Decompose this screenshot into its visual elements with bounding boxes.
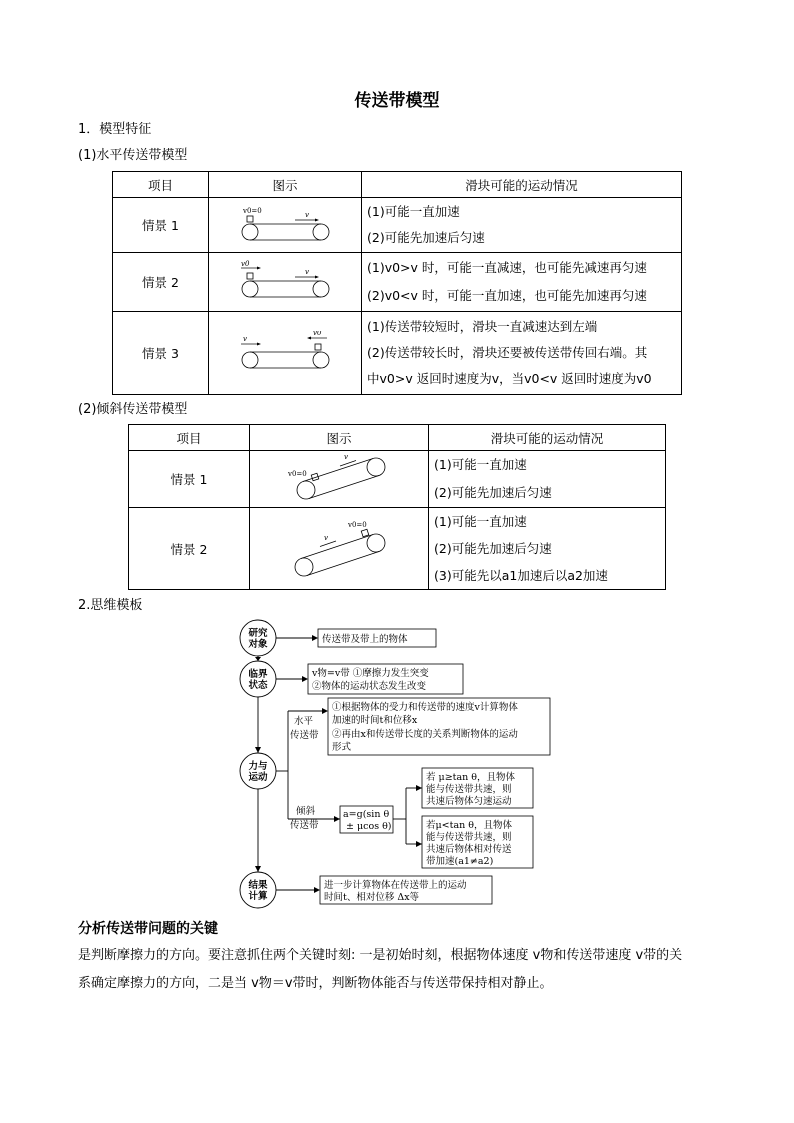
motion-line: (1)可能一直加速	[367, 204, 460, 219]
node-label: 研究	[248, 628, 268, 639]
node-label: 对象	[248, 639, 268, 650]
block	[315, 344, 321, 350]
row-label: 情景 2	[113, 253, 209, 312]
block	[247, 216, 253, 222]
motion-cell	[429, 508, 666, 590]
header-item: 项目	[129, 425, 250, 451]
key-paragraph-line-2: 系确定摩擦力的方向，二是当 v物＝v带时，判断物体能否与传送带保持相对静止。	[78, 976, 553, 991]
figure-cell	[209, 198, 362, 253]
node-label: 计算	[248, 891, 268, 902]
node-label: 运动	[248, 772, 268, 783]
motion-cell	[362, 312, 682, 395]
box-text: a=g(sin θ	[343, 809, 390, 820]
box-text: ②再由x和传送带长度的关系判断物体的运动	[332, 729, 518, 740]
belt-figure-h1	[235, 203, 335, 245]
table-row	[113, 312, 682, 395]
node-label: 临界	[248, 669, 268, 680]
pulley	[313, 224, 329, 240]
motion-line: (1)v0>v 时，可能一直减速，也可能先减速再匀速	[367, 260, 647, 275]
node-label: 力与	[248, 761, 268, 772]
motion-line: (2)传送带较长时，滑块还要被传送带传回右端。其	[367, 345, 648, 360]
box-text: 形式	[332, 742, 352, 753]
subheading-inclined: (2)倾斜传送带模型	[78, 402, 188, 417]
label-v: v	[305, 267, 309, 276]
thinking-template-flowchart	[230, 616, 560, 912]
row-label: 情景 1	[113, 198, 209, 253]
header-figure: 图示	[209, 172, 362, 198]
box-text: 共速后物体相对传送	[426, 844, 512, 855]
key-heading: 分析传送带问题的关键	[78, 921, 218, 937]
motion-line: 中v0>v 返回时速度为v，当v0<v 返回时速度为v0	[367, 371, 652, 386]
figure-cell	[209, 312, 362, 395]
box-text: 能与传送带共速，则	[426, 832, 512, 843]
motion-line: (2)可能先加速后匀速	[434, 485, 552, 500]
page-title: 传送带模型	[354, 91, 440, 111]
node-label: 状态	[248, 680, 268, 691]
key-paragraph-line-1: 是判断摩擦力的方向。要注意抓住两个关键时刻: 一是初始时刻，根据物体速度 v物和传送带速度 v带的关	[78, 948, 683, 963]
section-heading-1: 1．模型特征	[78, 122, 152, 137]
label-v0: v0	[313, 330, 322, 337]
header-item: 项目	[113, 172, 209, 198]
label-v0-zero: v0=0	[243, 206, 262, 215]
motion-line: (2)可能先加速后匀速	[434, 541, 552, 556]
row-label: 情景 1	[129, 451, 250, 508]
box-text: 传送带及带上的物体	[322, 634, 408, 645]
branch-label: 传送带	[290, 730, 319, 741]
header-motion: 滑块可能的运动情况	[362, 172, 682, 198]
box-text: ①根据物体的受力和传送带的速度v计算物体	[332, 702, 518, 713]
figure-cell	[250, 451, 429, 508]
section-heading-2: 2.思维模板	[78, 598, 143, 613]
node-label: 结果	[248, 880, 268, 891]
motion-line: (1)可能一直加速	[434, 457, 527, 472]
table-row	[129, 451, 666, 508]
horizontal-belt-table	[112, 171, 682, 395]
motion-line: (3)可能先以a1加速后以a2加速	[434, 568, 608, 583]
row-label: 情景 2	[129, 508, 250, 590]
box-text: 加速的时间t和位移x	[332, 715, 418, 726]
motion-cell	[362, 253, 682, 312]
incline-figure-2	[284, 515, 394, 579]
motion-line: (2)v0<v 时，可能一直加速，也可能先加速再匀速	[367, 288, 647, 303]
figure-cell	[250, 508, 429, 590]
box-text: ②物体的运动状态发生改变	[312, 681, 427, 692]
label-v: v	[324, 534, 328, 542]
box-text: v物=v带 ①摩擦力发生突变	[312, 668, 429, 679]
incline-figure-1	[284, 454, 394, 502]
box-text: 带加速(a1≠a2)	[426, 856, 494, 867]
row-label: 情景 3	[113, 312, 209, 395]
belt-figure-h3	[235, 331, 335, 373]
label-v: v	[344, 453, 348, 461]
box-text: 若 μ≥tan θ，且物体	[426, 772, 515, 783]
belt-figure-h2	[235, 260, 335, 302]
branch-label: 传送带	[290, 820, 319, 831]
header-figure: 图示	[250, 425, 429, 451]
label-v0-zero: v0=0	[288, 469, 307, 478]
label-v0-zero: v0=0	[348, 521, 367, 529]
header-motion: 滑块可能的运动情况	[429, 425, 666, 451]
inclined-belt-table	[128, 424, 666, 590]
motion-line: (1)可能一直加速	[434, 514, 527, 529]
label-v: v	[305, 210, 309, 219]
block	[247, 273, 253, 279]
block	[361, 529, 369, 537]
figure-cell	[209, 253, 362, 312]
motion-line: (1)传送带较短时，滑块一直减速达到左端	[367, 319, 598, 334]
motion-cell	[362, 198, 682, 253]
box-text: 能与传送带共速，则	[426, 784, 512, 795]
box-text: 共速后物体匀速运动	[426, 796, 512, 807]
box-text: ± μcos θ)	[346, 821, 392, 832]
table-row	[113, 253, 682, 312]
pulley	[242, 224, 258, 240]
label-v0: v0	[241, 259, 250, 268]
motion-line: (2)可能先加速后匀速	[367, 230, 485, 245]
motion-cell	[429, 451, 666, 508]
label-v: v	[243, 334, 247, 343]
table-row	[129, 508, 666, 590]
box-text: 进一步计算物体在传送带上的运动	[324, 880, 467, 891]
box-text: 若μ<tan θ，且物体	[426, 820, 512, 831]
subheading-horizontal: (1)水平传送带模型	[78, 148, 188, 163]
box-text: 时间t、相对位移 Δx等	[324, 892, 420, 903]
table-row	[113, 198, 682, 253]
branch-label: 倾斜	[296, 806, 316, 817]
branch-label: 水平	[294, 716, 314, 727]
